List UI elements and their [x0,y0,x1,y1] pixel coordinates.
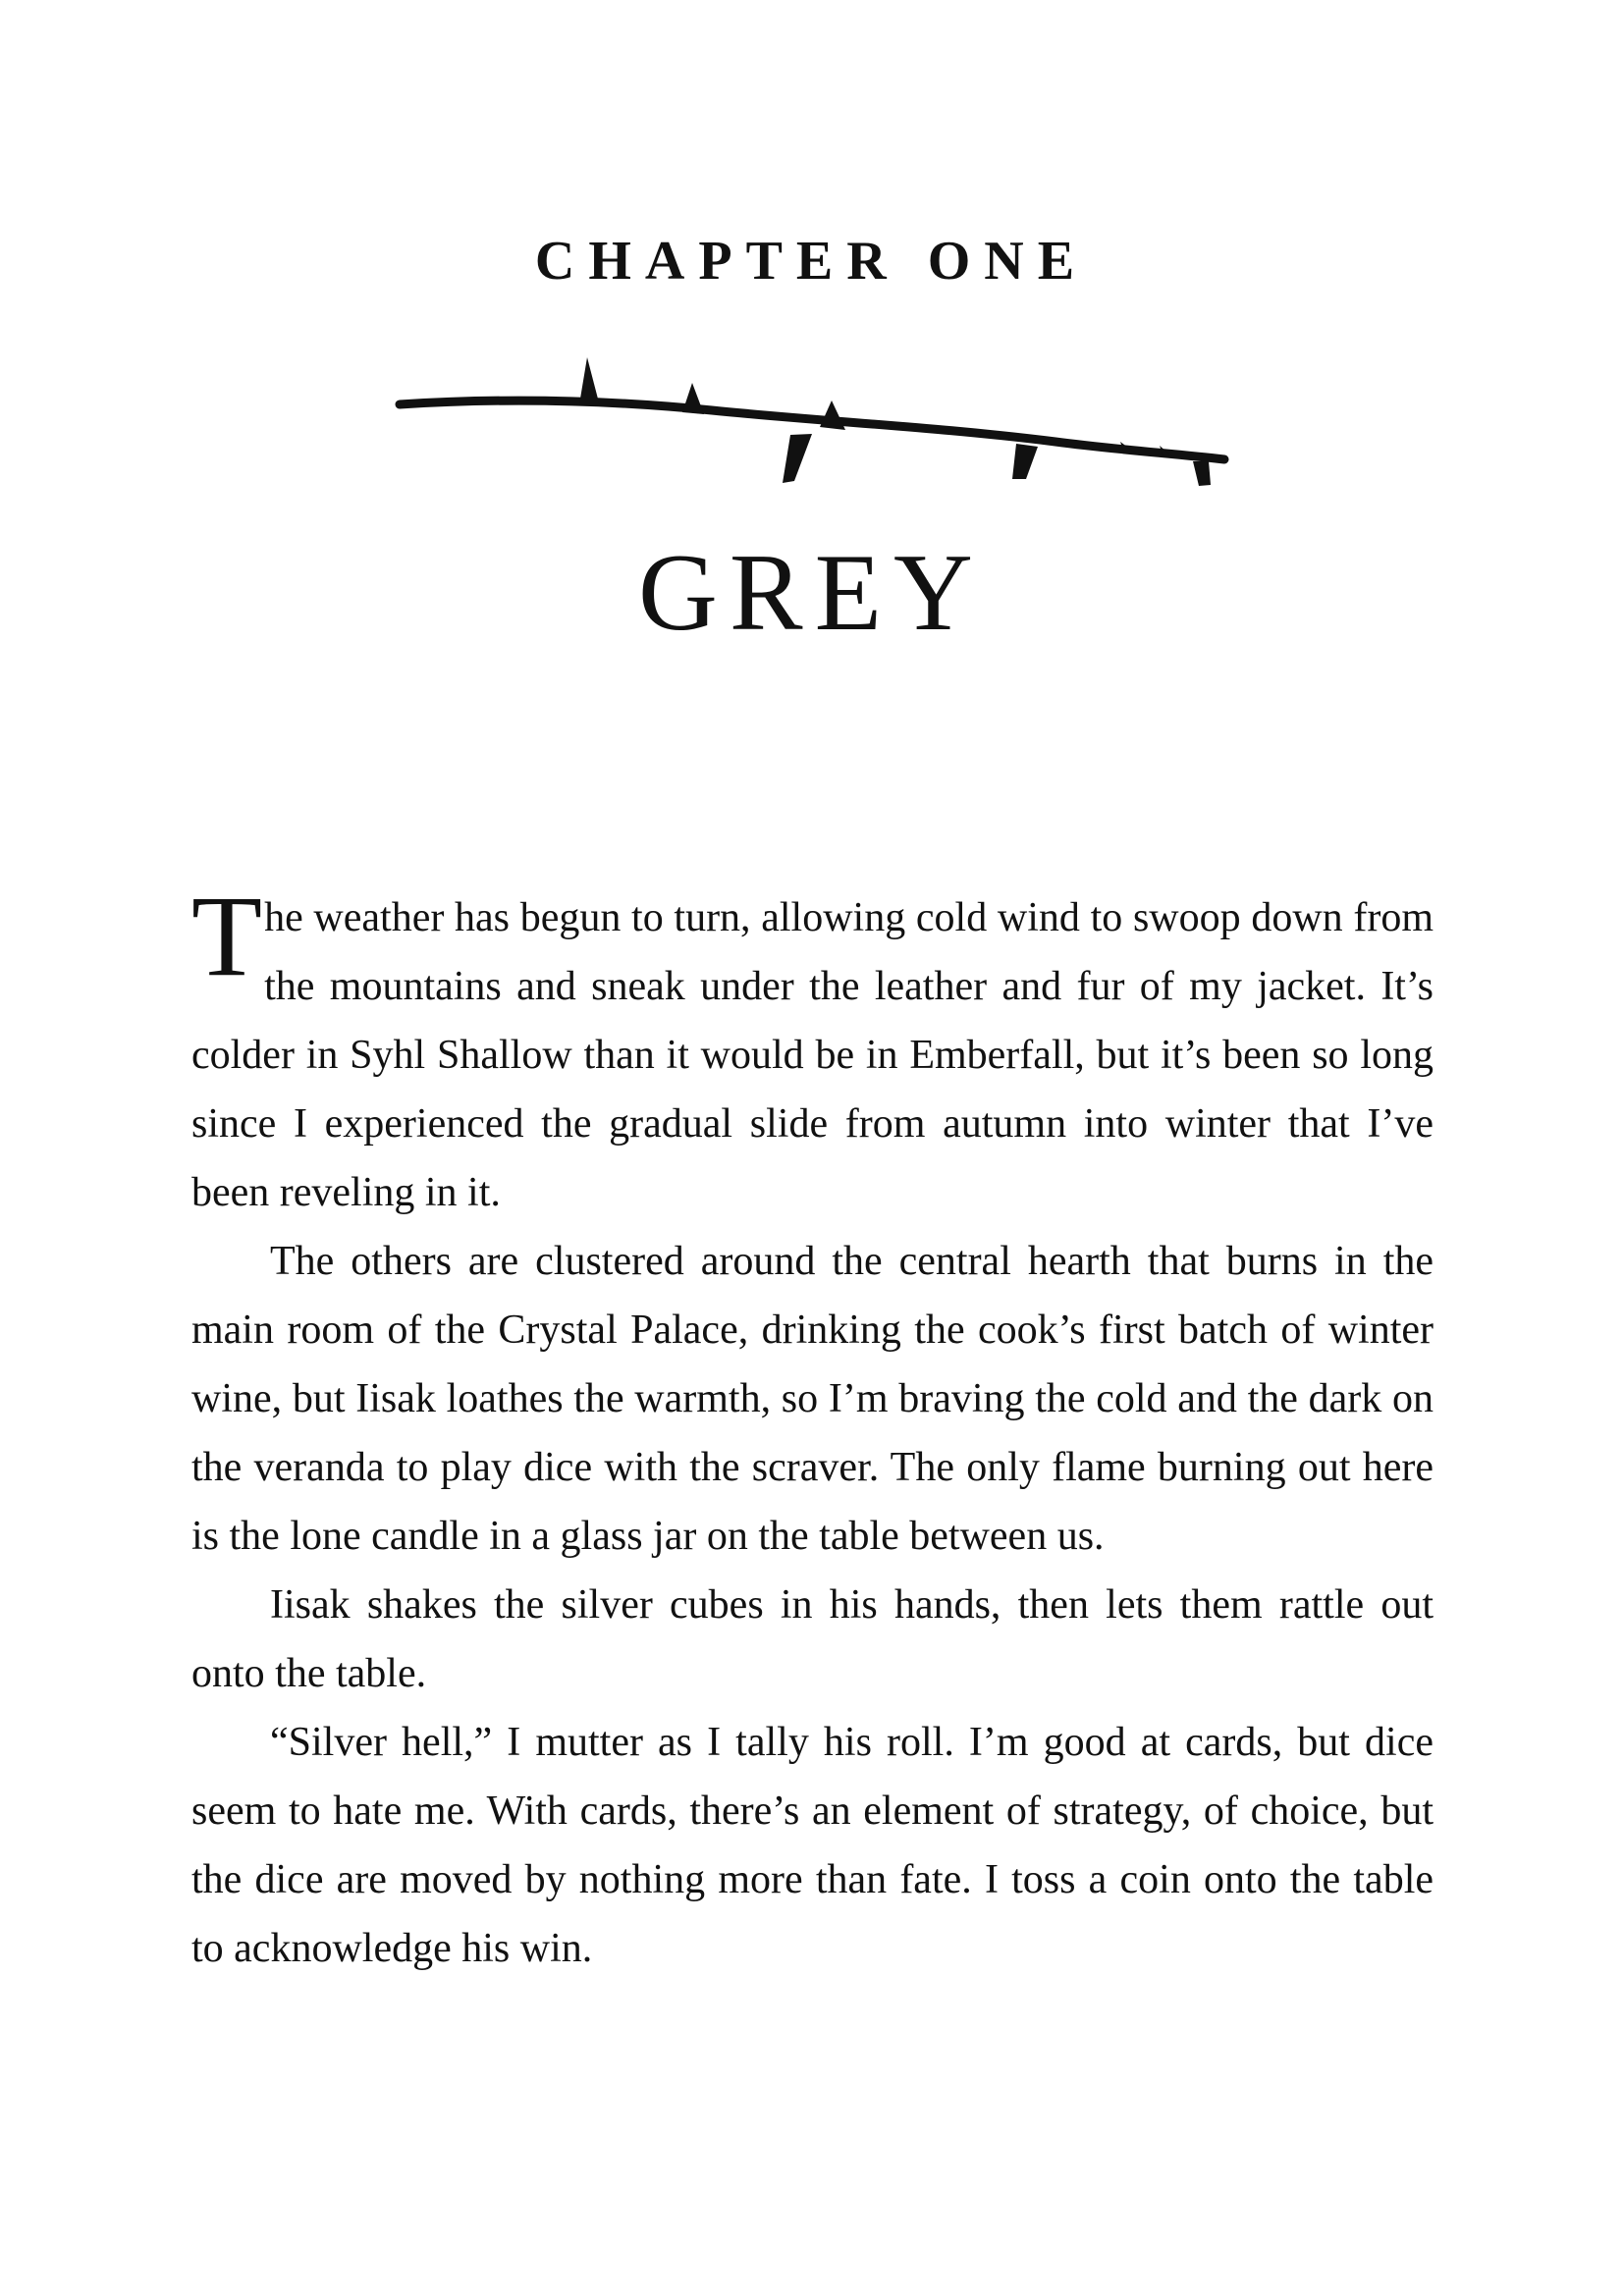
chapter-label: CHAPTER ONE [534,231,1089,292]
paragraph: “Silver hell,” I mutter as I tally his roll. I’m good at cards, but dice seem to hate me. With cards, there’s an element of strategy, of choice, but the dice are moved by nothing more than fate. I toss a coin onto the table to acknowledge his win. [191,1720,1434,1971]
thorn-branch-icon [388,344,1232,501]
chapter-title: GREY [638,532,985,654]
paragraph [191,872,1434,1227]
drop-cap: T [191,872,263,1000]
paragraph-text: he weather has begun to turn, allowing cold wind to swoop down from the mountains and sneak under the leather and fur of my jacket. It’s colder in Syhl Shallow than it would be in Emberfall, but it’s been so long since I experienced the gradual slide from autumn into winter that I’ve been reveling in it. [191,895,1434,1215]
chapter-body [191,872,1434,1983]
paragraph: The others are clustered around the central hearth that burns in the main room of the Crystal Palace, drinking the cook’s first batch of winter wine, but Iisak loathes the warmth, so I’m braving the cold and the dark on the veranda to play dice with the scraver. The only flame burning out here is the lone candle in a glass jar on the table between us. [191,1239,1434,1559]
paragraph: Iisak shakes the silver cubes in his hands, then lets them rattle out onto the table. [191,1582,1434,1696]
